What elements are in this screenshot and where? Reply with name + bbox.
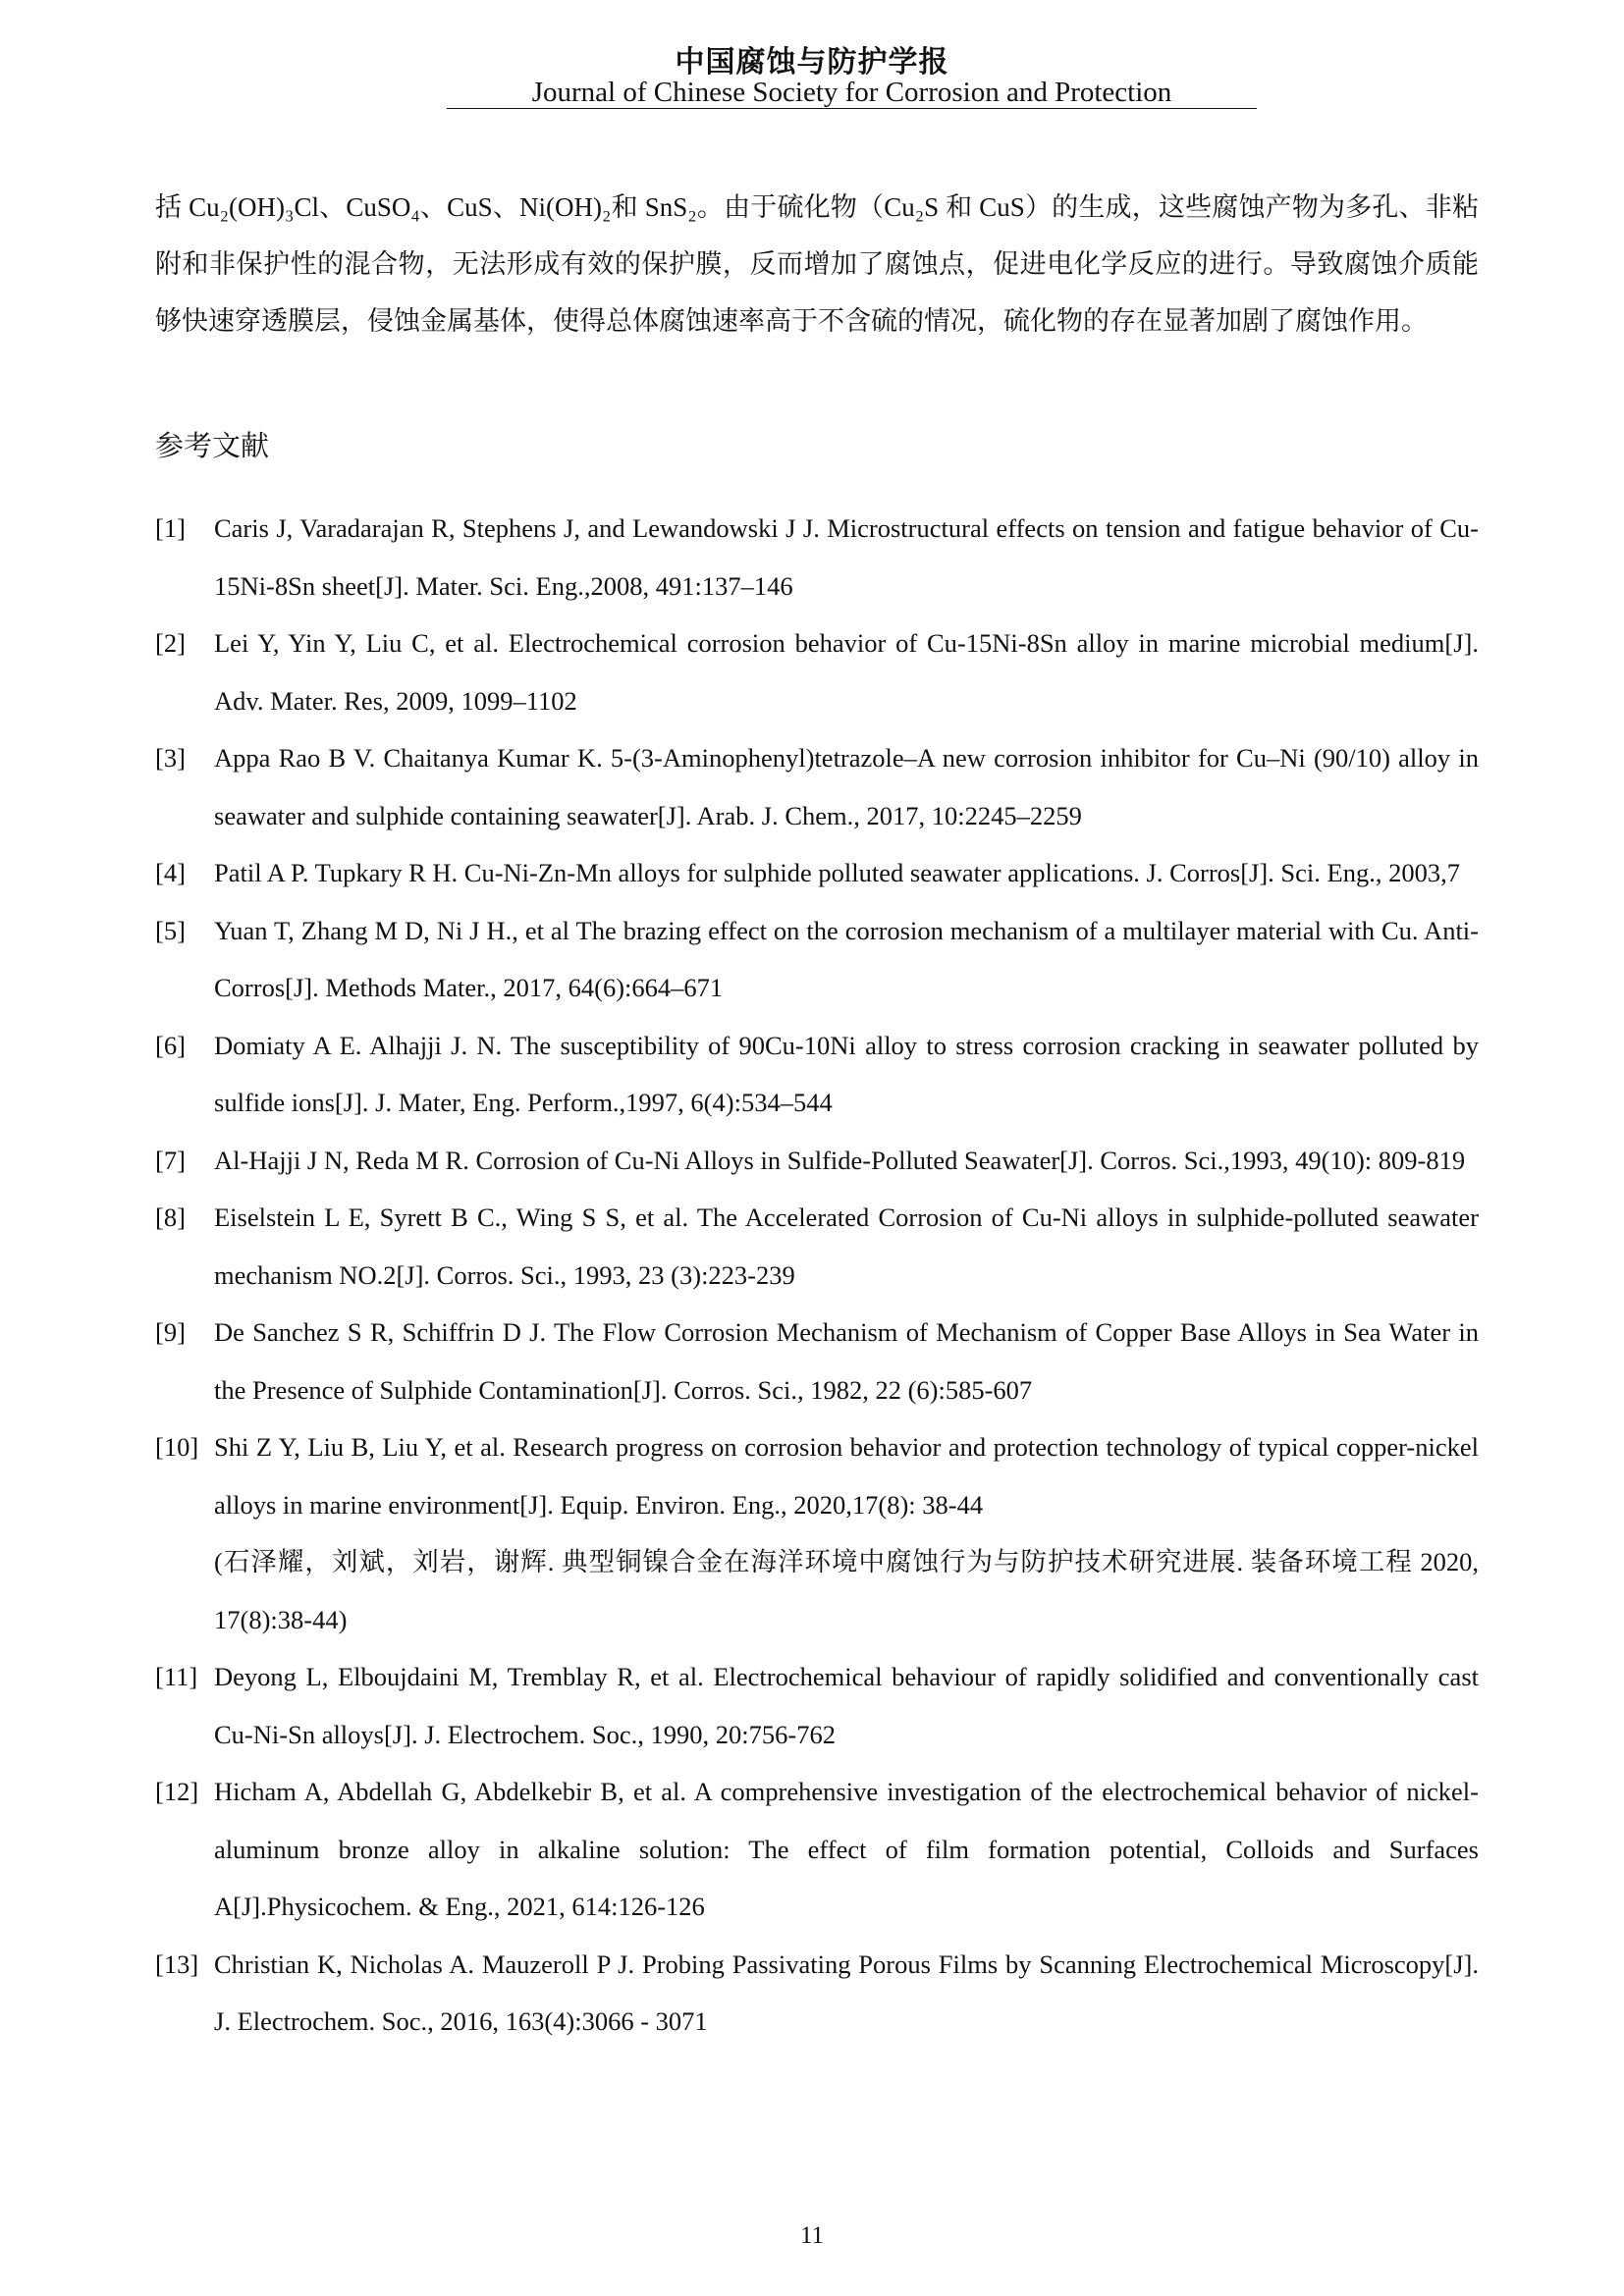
reference-text: De Sanchez S R, Schiffrin D J. The Flow Corrosion Mechanism of Mechanism of Copper Base Alloys in Sea Water in the Presence of Sulphide Contamination[J]. Corros. Sci., 1982, 22 (6):585-607 — [214, 1317, 1479, 1405]
reference-chinese-translation: (石泽耀，刘斌，刘岩，谢辉. 典型铜镍合金在海洋环境中腐蚀行为与防护技术研究进展. 装备环境工程 2020, 17(8):38-44) — [214, 1547, 1479, 1634]
reference-number: [11] — [155, 1662, 198, 1691]
reference-item — [155, 1132, 1479, 1190]
reference-text: Caris J, Varadarajan R, Stephens J, and Lewandowski J J. Microstructural effects on tension and fatigue behavior of Cu-15Ni-8Sn sheet[J]. Mater. Sci. Eng.,2008, 491:137–146 — [214, 513, 1479, 601]
page-number: 11 — [799, 2222, 825, 2249]
journal-title-english-block — [447, 69, 1257, 116]
reference-item — [155, 1648, 1479, 1763]
reference-list — [155, 500, 1479, 2051]
reference-number: [12] — [155, 1777, 199, 1806]
reference-number: [6] — [155, 1030, 186, 1060]
reference-number: [5] — [155, 915, 186, 945]
reference-text: Domiaty A E. Alhajji J. N. The susceptibility of 90Cu-10Ni alloy to stress corrosion cracking in seawater polluted by sulfide ions[J]. J. Mater, Eng. Perform.,1997, 6(4):534–544 — [214, 1030, 1479, 1117]
reference-number: [3] — [155, 743, 186, 773]
body-paragraph: 括 Cu₂(OH)₃Cl、CuSO₄、CuS、Ni(OH)₂和 SnS₂。由于硫化物（Cu₂S 和 CuS）的生成，这些腐蚀产物为多孔、非粘附和非保护性的混合物，无法形成有效的保护膜，反而增加了腐蚀点，促进电化学反应的进行。导致腐蚀介质能够快速穿透膜层，侵蚀金属基体，使得总体腐蚀速率高于不含硫的情况，硫化物的存在显著加剧了腐蚀作用。 — [155, 192, 1479, 336]
reference-item — [155, 1017, 1479, 1132]
reference-item — [155, 1763, 1479, 1936]
reference-number: [2] — [155, 628, 186, 658]
reference-text: Shi Z Y, Liu B, Liu Y, et al. Research progress on corrosion behavior and protection technology of typical copper-nickel alloys in marine environment[J]. Equip. Environ. Eng., 2020,17(8): 38-44 — [214, 1432, 1479, 1520]
reference-item — [155, 844, 1479, 902]
journal-title-english: Journal of Chinese Society for Corrosion and Protection — [531, 77, 1172, 108]
reference-text: Christian K, Nicholas A. Mauzeroll P J. Probing Passivating Porous Films by Scanning Electrochemical Microscopy[J]. J. Electrochem. Soc., 2016, 163(4):3066 - 3071 — [214, 1949, 1479, 2036]
reference-item — [155, 1304, 1479, 1418]
reference-text: Al-Hajji J N, Reda M R. Corrosion of Cu-Ni Alloys in Sulfide-Polluted Seawater[J]. Corros. Sci.,1993, 49(10): 809-819 — [214, 1145, 1466, 1175]
reference-text: Yuan T, Zhang M D, Ni J H., et al The brazing effect on the corrosion mechanism of a multilayer material with Cu. Anti-Corros[J]. Methods Mater., 2017, 64(6):664–671 — [214, 915, 1479, 1002]
reference-number: [13] — [155, 1949, 199, 1979]
reference-number: [4] — [155, 858, 186, 887]
reference-item — [155, 500, 1479, 614]
reference-item — [155, 729, 1479, 844]
header-underline — [447, 108, 1257, 109]
reference-text: Deyong L, Elboujdaini M, Tremblay R, et al. Electrochemical behaviour of rapidly solidified and conventionally cast Cu-Ni-Sn alloys[J]. J. Electrochem. Soc., 1990, 20:756-762 — [214, 1662, 1479, 1749]
reference-item — [155, 1418, 1479, 1648]
reference-text: Appa Rao B V. Chaitanya Kumar K. 5-(3-Aminophenyl)tetrazole–A new corrosion inhibitor for Cu–Ni (90/10) alloy in seawater and sulphide containing seawater[J]. Arab. J. Chem., 2017, 10:2245–2259 — [214, 743, 1479, 830]
reference-item — [155, 1936, 1479, 2051]
reference-number: [9] — [155, 1317, 186, 1347]
reference-number: [1] — [155, 513, 186, 543]
reference-item — [155, 1189, 1479, 1304]
reference-text: Eiselstein L E, Syrett B C., Wing S S, et al. The Accelerated Corrosion of Cu-Ni alloys in sulphide-polluted seawater mechanism NO.2[J]. Corros. Sci., 1993, 23 (3):223-239 — [214, 1202, 1479, 1290]
reference-item — [155, 902, 1479, 1017]
references-heading: 参考文献 — [155, 429, 270, 462]
reference-number: [10] — [155, 1432, 199, 1462]
reference-number: [8] — [155, 1202, 186, 1232]
reference-text: Hicham A, Abdellah G, Abdelkebir B, et al. A comprehensive investigation of the electrochemical behavior of nickel-aluminum bronze alloy in alkaline solution: The effect of film formation potential, Colloids and Surfaces A[J].Physicochem. & Eng., 2021, 614:126-126 — [214, 1777, 1479, 1921]
reference-item — [155, 614, 1479, 729]
reference-text: Lei Y, Yin Y, Liu C, et al. Electrochemical corrosion behavior of Cu-15Ni-8Sn alloy in marine microbial medium[J]. Adv. Mater. Res, 2009, 1099–1102 — [214, 628, 1479, 716]
reference-number: [7] — [155, 1145, 186, 1175]
reference-text: Patil A P. Tupkary R H. Cu-Ni-Zn-Mn alloys for sulphide polluted seawater applications. J. Corros[J]. Sci. Eng., 2003,7 — [214, 858, 1460, 887]
journal-title-chinese: 中国腐蚀与防护学报 — [675, 45, 949, 80]
